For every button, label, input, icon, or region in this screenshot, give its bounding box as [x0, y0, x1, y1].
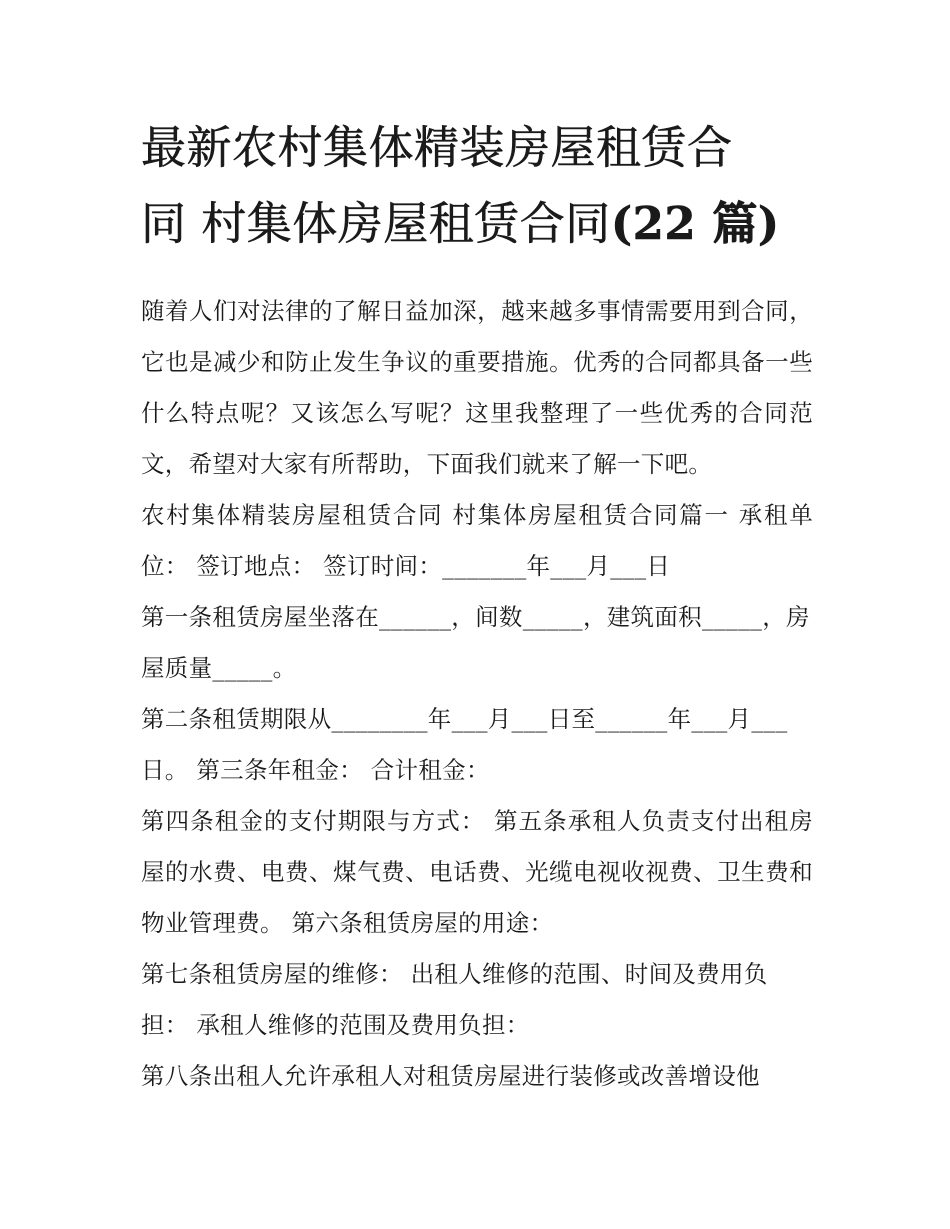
document-body — [141, 286, 813, 1102]
title-count: (22 篇) — [610, 197, 780, 250]
clause-8-paragraph: 第八条出租人允许承租人对租赁房屋进行装修或改善增设他 — [141, 1062, 760, 1090]
clause-2-3-paragraph: 第二条租赁期限从________年___月___日至______年___月___日。 第三条年租金： 合计租金： — [141, 705, 788, 784]
clause-7-paragraph: 第七条租赁房屋的维修： 出租人维修的范围、时间及费用负担： 承租人维修的范围及费用负担： — [141, 960, 768, 1039]
contract-header-paragraph: 农村集体精装房屋租赁合同 村集体房屋租赁合同篇一 承租单位： 签订地点： 签订时间：_______年___月___日 — [141, 501, 813, 580]
document-title — [141, 110, 813, 262]
clause-4-6-paragraph: 第四条租金的支付期限与方式： 第五条承租人负责支付出租房屋的水费、电费、煤气费、电话费、光缆电视收视费、卫生费和物业管理费。 第六条租赁房屋的用途： — [141, 807, 813, 937]
document-page — [141, 110, 813, 1102]
title-line-2: 同 村集体房屋租赁合同 — [141, 197, 611, 250]
title-line-1: 最新农村集体精装房屋租赁合 — [141, 121, 733, 174]
intro-paragraph: 随着人们对法律的了解日益加深，越来越多事情需要用到合同，它也是减少和防止发生争议的重要措施。优秀的合同都具备一些什么特点呢？又该怎么写呢？这里我整理了一些优秀的合同范文，希望对大家有所帮助，下面我们就来了解一下吧。 — [141, 297, 813, 478]
clause-1-paragraph: 第一条租赁房屋坐落在______，间数_____，建筑面积_____，房屋质量_____。 — [141, 603, 810, 682]
